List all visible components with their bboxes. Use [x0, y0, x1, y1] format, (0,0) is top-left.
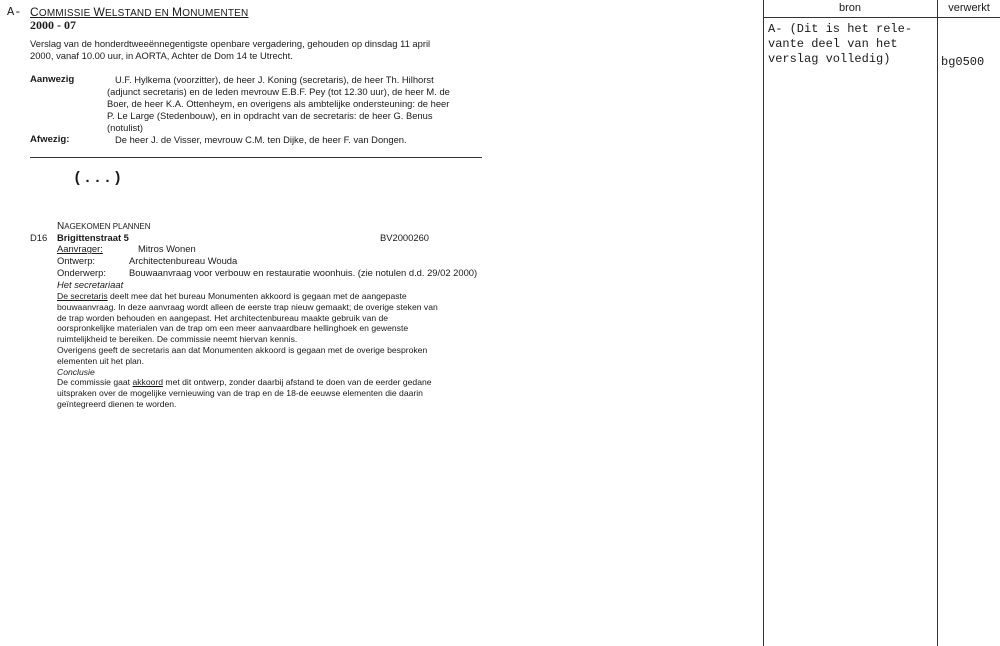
field-label: Ontwerp:	[57, 255, 96, 266]
para-line: bouwaanvraag. In deze aanvraag wordt alleen de eerste trap nieuw gemaakt; de overige steken van	[57, 301, 438, 312]
intro-line: 2000, vanaf 10.00 uur, in AORTA, Achter de Dom 14 te Utrecht.	[30, 50, 293, 61]
section-title	[57, 221, 150, 232]
section-title-part: AGEKOMEN PLANNEN	[64, 222, 151, 231]
sidebar-border-middle	[937, 0, 938, 646]
para-line	[57, 291, 517, 302]
title-part: C	[30, 5, 39, 19]
doc-number: 2000 - 07	[30, 18, 76, 32]
present-list	[107, 74, 450, 134]
title-part: ELSTAND EN	[105, 8, 173, 19]
column-header-verwerkt: verwerkt	[948, 2, 990, 14]
field-value: Bouwaanvraag voor verbouw en restauratie woonhuis. (zie notulen d.d. 29/02 2000)	[129, 267, 478, 278]
field-label: Onderwerp:	[57, 267, 106, 278]
para-lead: De secretaris	[57, 291, 108, 301]
para-line: oorspronkelijke materialen van de trap om een meer aanvaardbare hellinghoek en gewenste	[57, 323, 409, 334]
para-line: Overigens geeft de secretaris aan dat Monumenten akkoord is gegaan met de overige besproken	[57, 344, 428, 355]
title-part: M	[172, 5, 183, 19]
bron-note	[768, 22, 912, 67]
bv-number: BV2000260	[380, 232, 430, 243]
title-part: OMMISSIE	[38, 8, 94, 19]
para-line: ruimtelijkheid te bereiken. De commissie neemt hiervan kennis.	[57, 334, 298, 345]
para-line: geïntegreerd dienen te worden.	[57, 398, 177, 409]
present-label: Aanwezig	[30, 74, 75, 85]
present-line: P. Le Large (Stedenbouw), en in opdracht van de secretaris: de heer G. Benus	[107, 110, 433, 121]
item-code: D16	[30, 232, 48, 243]
present-line: (notulist)	[107, 122, 143, 133]
absent-text: De heer J. de Visser, mevrouw C.M. ten Dijke, de heer F. van Dongen.	[115, 134, 407, 145]
bron-line: verslag volledig)	[768, 52, 891, 66]
commission-title	[30, 5, 248, 19]
para-line	[57, 377, 517, 388]
intro-text	[30, 38, 430, 62]
present-line: Boer, de heer K.A. Ottenheym, en overigens als ambtelijke ondersteuning: de heer	[107, 98, 450, 109]
field-value: Architectenbureau Wouda	[129, 255, 238, 266]
field-label: Aanvrager:	[57, 243, 103, 254]
bron-line: A- (Dit is het rele-	[768, 22, 913, 36]
title-part: W	[93, 5, 105, 19]
sidebar-border-left	[763, 0, 764, 646]
divider	[30, 157, 482, 158]
para-line: uitspraken over de mogelijke vernieuwing van de trap en de 18-de eeuwse elementen die daarin	[57, 388, 423, 399]
intro-line: Verslag van de honderdtweeënnegentigste openbare vergadering, gehouden op dinsdag 11 april	[30, 38, 431, 49]
present-line: (adjunct secretaris) en de leden mevrouw E.B.F. Pey (tot 12.30 uur), de heer M. de	[107, 86, 450, 97]
para-text: deelt mee dat het bureau Monumenten akkoord is gegaan met de aangepaste	[107, 291, 407, 301]
title-part: ONUMENTEN	[182, 8, 249, 19]
item-title: Brigittenstraat 5	[57, 232, 129, 243]
verwerkt-value: bg0500	[941, 55, 985, 69]
para-text: De commissie gaat	[57, 377, 133, 388]
bron-line: vante deel van het	[768, 37, 898, 51]
section-title-part: N	[57, 221, 65, 232]
subheading-conclusion: Conclusie	[57, 366, 95, 377]
present-line: U.F. Hylkema (voorzitter), de heer J. Koning (secretaris), de heer Th. Hilhorst	[115, 74, 434, 85]
ellipsis: (...)	[73, 170, 124, 187]
para-line: elementen uit het plan.	[57, 355, 144, 366]
para-text: met dit ontwerp, zonder daarbij afstand te doen van de eerder gedane	[163, 377, 432, 388]
field-value: Mitros Wonen	[138, 243, 196, 254]
sidebar-header-rule	[763, 17, 1000, 18]
column-header-bron: bron	[838, 2, 862, 14]
para-underlined: akkoord	[132, 377, 164, 388]
margin-mark: A-	[7, 5, 22, 19]
subheading-secretariat: Het secretariaat	[57, 279, 124, 290]
paragraph-secretariat	[57, 291, 517, 410]
para-line: de trap worden behouden en aangepast. Het architectenbureau maakte gebruik van de	[57, 312, 389, 323]
absent-label: Afwezig:	[30, 134, 70, 145]
